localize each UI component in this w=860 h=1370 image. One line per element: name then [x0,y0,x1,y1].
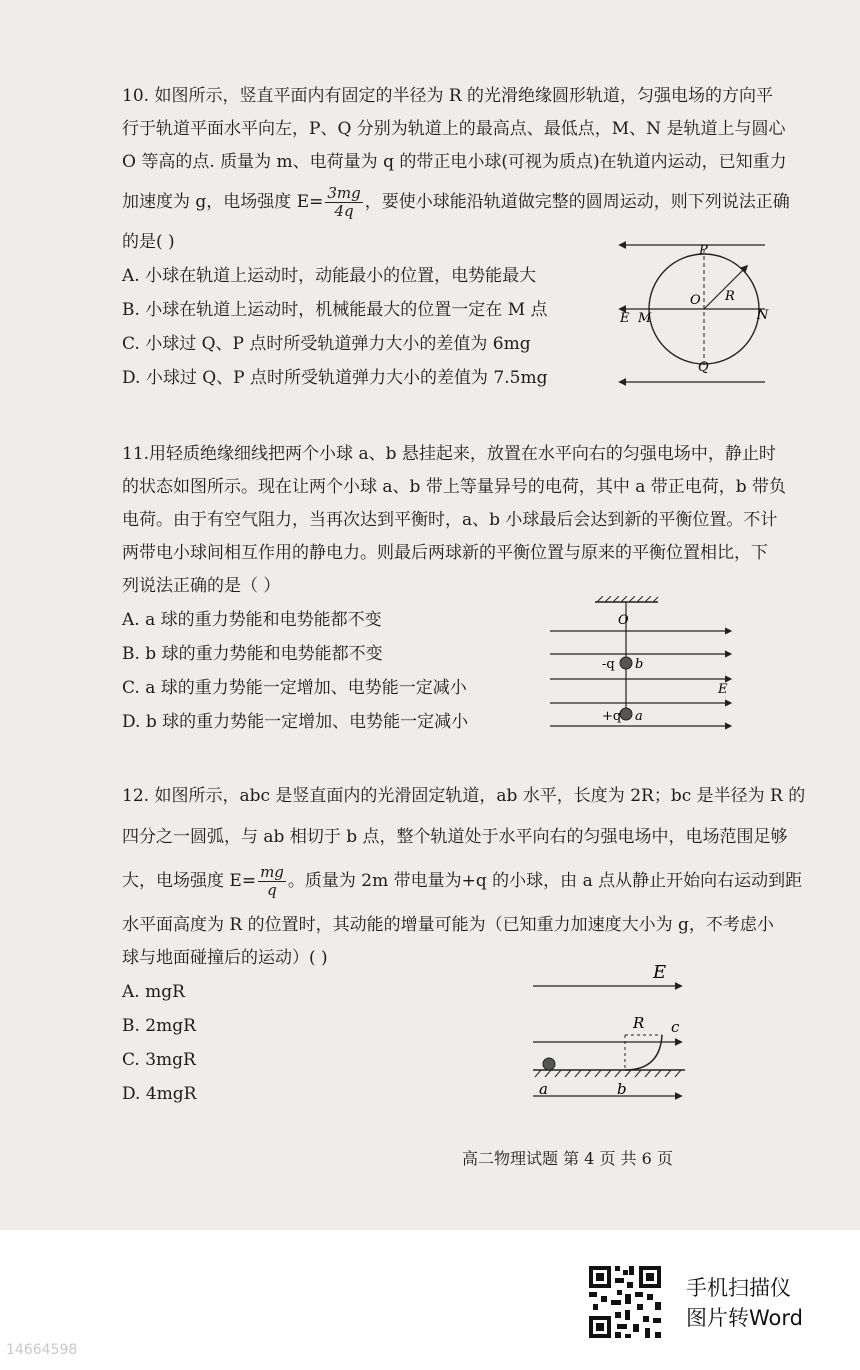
page-footer: 高二物理试题 第 4 页 共 6 页 [462,1149,673,1168]
q12-line-4: 水平面高度为 R 的位置时，其动能的增量可能为（已知重力加速度大小为 g，不考虑小 [122,915,774,935]
q12-line-3-post: 。质量为 2m 带电量为+q 的小球，由 a 点从静止开始向右运动到距 [287,871,803,891]
label-e: E [653,962,667,983]
label-p: P [699,243,708,258]
q10-option-d: D. 小球过 Q、P 点时所受轨道弹力大小的差值为 7.5mg [122,368,548,388]
q10-line-2: 行于轨道平面水平向左，P、Q 分别为轨道上的最高点、最低点，M、N 是轨道上与圆心 [122,119,786,139]
q10-line-4-post: ，要使小球能沿轨道做完整的圆周运动，则下列说法正确 [364,192,790,212]
q10-frac-num: 3mg [327,184,361,202]
label-e: E [620,311,630,326]
q10-line-1: 10. 如图所示，竖直平面内有固定的半径为 R 的光滑绝缘圆形轨道，匀强电场的方向平 [122,86,774,106]
q10-field-fraction [325,185,362,220]
qr-code-icon [585,1262,665,1342]
ball-b [620,657,632,669]
label-c: c [671,1018,680,1036]
scanner-brand [686,1273,803,1333]
quarter-arc-bc [625,1035,662,1070]
label-o: O [690,293,701,308]
q12-track-diagram [525,958,700,1108]
ball [543,1058,555,1070]
q12-option-a: A. mgR [122,982,185,1002]
q11-option-b: B. b 球的重力势能和电势能都不变 [122,644,383,664]
q12-field-fraction [258,864,286,899]
q12-frac-den: q [267,881,277,899]
q10-line-5: 的是( ) [122,232,175,252]
ball-a [620,708,632,720]
label-b: b [635,657,644,672]
label-a: a [539,1080,548,1098]
q12-option-d: D. 4mgR [122,1084,197,1104]
q10-line-4-pre: 加速度为 g，电场强度 E= [122,192,324,212]
q12-option-c: C. 3mgR [122,1050,196,1070]
q11-option-a: A. a 球的重力势能和电势能都不变 [122,610,382,630]
label-q: Q [698,360,709,375]
document-id: 14664598 [6,1342,78,1358]
q11-option-d: D. b 球的重力势能一定增加、电势能一定减小 [122,712,469,732]
label-a: a [635,709,643,724]
q11-option-c: C. a 球的重力势能一定增加、电势能一定减小 [122,678,467,698]
q11-line-4: 两带电小球间相互作用的静电力。则最后两球新的平衡位置与原来的平衡位置相比，下 [122,543,768,563]
scanner-line-1: 手机扫描仪 [686,1276,791,1300]
q10-option-b: B. 小球在轨道上运动时，机械能最大的位置一定在 M 点 [122,300,548,320]
label-r: R [633,1014,645,1032]
q12-line-5: 球与地面碰撞后的运动）( ) [122,948,328,968]
q12-line-3 [122,864,812,899]
label-r: R [725,289,735,304]
q12-line-1: 12. 如图所示，abc 是竖直面内的光滑固定轨道，ab 水平，长度为 2R；bc 是半径为 R 的 [122,786,806,806]
question-12 [122,780,812,1111]
label-e: E [718,682,728,697]
q10-circular-track-diagram [612,236,772,396]
q11-line-3: 电荷。由于有空气阻力，当再次达到平衡时，a、b 小球最后会达到新的平衡位置。不计 [122,510,778,530]
q11-hanging-balls-diagram [540,596,750,736]
scanner-line-2: 图片转Word [686,1306,803,1330]
ground-hatching [535,1070,681,1077]
radius-arrow [704,270,743,309]
q10-option-a: A. 小球在轨道上运动时，动能最小的位置，电势能最大 [122,266,537,286]
label-b: b [617,1080,627,1098]
q11-line-2: 的状态如图所示。现在让两个小球 a、b 带上等量异号的电荷，其中 a 带正电荷，b 带负 [122,477,787,497]
ceiling-hatching [597,596,658,602]
q11-line-1: 11.用轻质绝缘细线把两个小球 a、b 悬挂起来，放置在水平向右的匀强电场中，静止时 [122,444,776,464]
q12-frac-num: mg [260,863,284,881]
label-plus-q: +q [602,709,622,724]
q12-line-2: 四分之一圆弧，与 ab 相切于 b 点，整个轨道处于水平向右的匀强电场中，电场范围足够 [122,827,788,847]
label-minus-q: -q [602,657,615,672]
q10-option-c: C. 小球过 Q、P 点时所受轨道弹力大小的差值为 6mg [122,334,531,354]
q10-frac-den: 4q [334,202,354,220]
label-n: N [757,308,769,323]
q11-line-5: 列说法正确的是（ ） [122,576,281,596]
q10-line-3: O 等高的点. 质量为 m、电荷量为 q 的带正电小球(可视为质点)在轨道内运动，已知重力 [122,152,787,172]
label-o: O [618,613,629,628]
q12-option-b: B. 2mgR [122,1016,196,1036]
q12-line-3-pre: 大，电场强度 E= [122,871,257,891]
q10-line-4 [122,185,812,220]
label-m: M [638,311,652,326]
